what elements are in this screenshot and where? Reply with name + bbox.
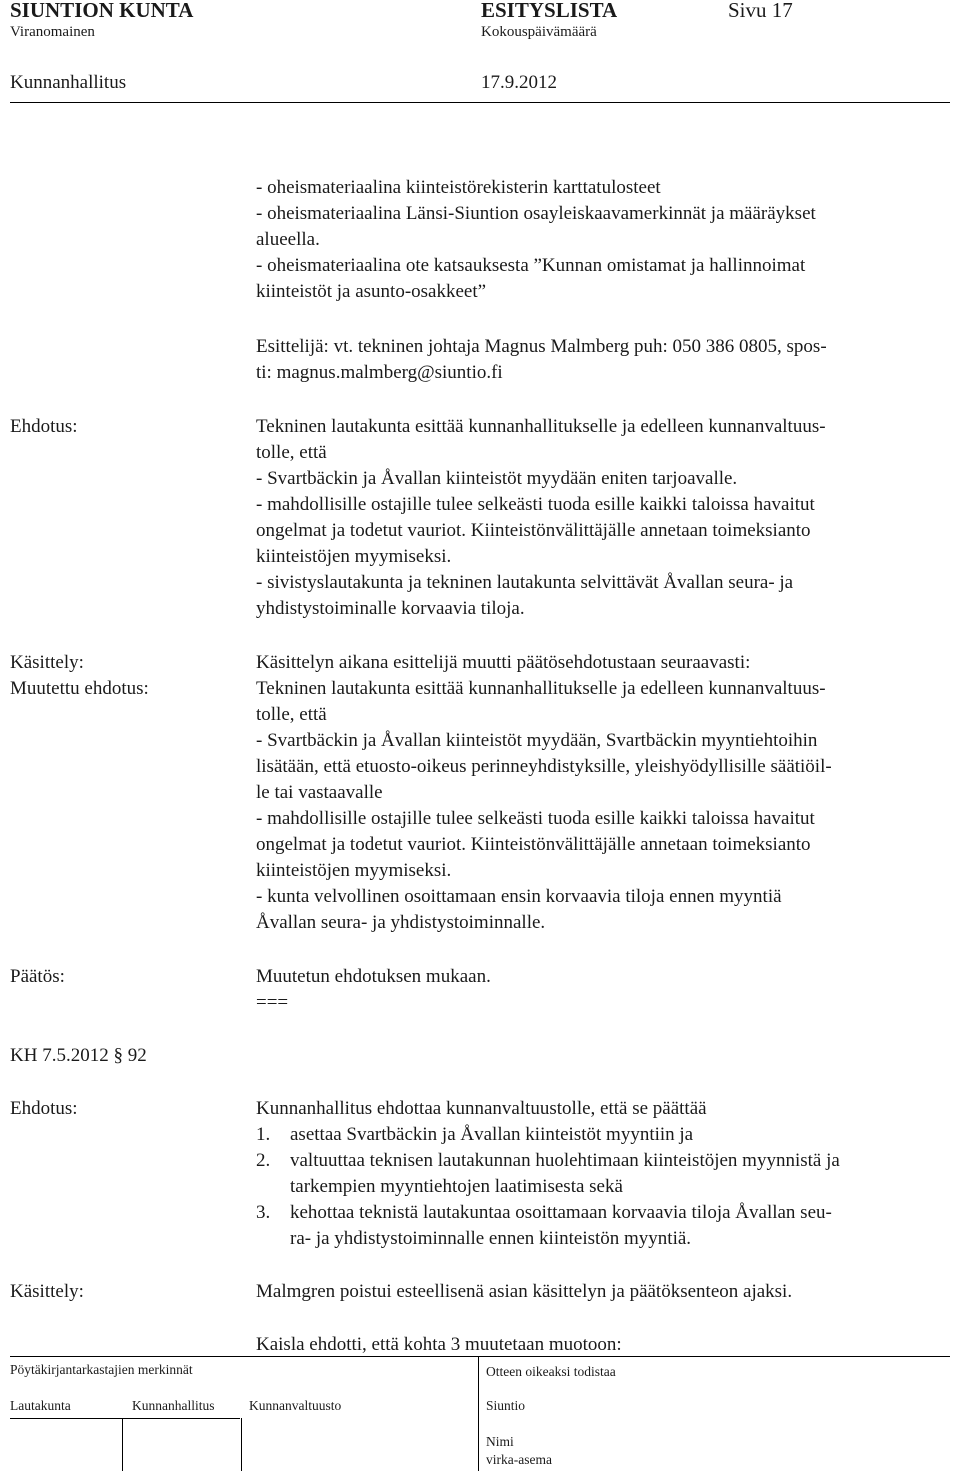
meeting-date: 17.9.2012	[481, 72, 557, 93]
kaisla-proposal-text: Kaisla ehdotti, että kohta 3 muutetaan muotoon:	[256, 1334, 622, 1355]
footer-divider	[241, 1418, 242, 1471]
list-item	[256, 1174, 707, 1200]
list-item	[256, 1200, 832, 1226]
footer-divider	[478, 1356, 479, 1471]
decision-separator: ===	[256, 992, 289, 1013]
kh-reference: KH 7.5.2012 § 92	[10, 1045, 147, 1066]
footer-top-line	[10, 1356, 950, 1357]
authority-name: Kunnanhallitus	[10, 72, 127, 93]
list-text: asettaa Svartbäckin ja Åvallan kiinteistöt myyntiin ja	[290, 1124, 694, 1145]
date-label: Kokouspäivämäärä	[481, 24, 597, 40]
handling-line: Åvallan seura- ja yhdistystoiminnalle.	[256, 912, 546, 933]
handling-line: ongelmat ja todetut vauriot. Kiinteistönvälittäjälle annetaan toimeksianto	[256, 834, 811, 855]
intro-list	[256, 175, 816, 305]
presenter-line: ti: magnus.malmberg@siuntio.fi	[256, 362, 503, 383]
list-item	[256, 1226, 707, 1252]
list-number: 2.	[256, 1150, 271, 1171]
intro-line: - oheismateriaalina Länsi-Siuntion osayleiskaavamerkinnät ja määräykset	[256, 203, 816, 224]
footer-certified-label: Otteen oikeaksi todistaa	[486, 1364, 616, 1379]
intro-line: kiinteistöt ja asunto-osakkeet”	[256, 281, 487, 302]
handling-line: kiinteistöjen myymiseksi.	[256, 860, 452, 881]
list-number: 1.	[256, 1124, 271, 1145]
header-divider	[10, 102, 950, 103]
list-text: kehottaa teknistä lautakuntaa osoittamaan korvaavia tiloja Åvallan seu-	[290, 1202, 832, 1223]
proposal-line: kiinteistöjen myymiseksi.	[256, 546, 452, 567]
kh-handling-label: Käsittely:	[10, 1281, 84, 1302]
handling-line: - kunta velvollinen osoittamaan ensin korvaavia tiloja ennen myyntiä	[256, 886, 782, 907]
page-number: Sivu 17	[728, 0, 793, 22]
footer-kunnanvaltuusto: Kunnanvaltuusto	[249, 1398, 342, 1413]
presenter-info	[256, 334, 827, 386]
list-text: ra- ja yhdistystoiminnalle ennen kiinteistön myyntiä.	[290, 1228, 692, 1249]
handling-label: Käsittely:	[10, 652, 84, 673]
list-item	[256, 1148, 840, 1174]
handling-line: Käsittelyn aikana esittelijä muutti päätösehdotustaan seuraavasti:	[256, 652, 751, 673]
modified-proposal-label: Muutettu ehdotus:	[10, 678, 149, 699]
handling-line: tolle, että	[256, 704, 327, 725]
list-number: 3.	[256, 1202, 271, 1223]
intro-line: alueella.	[256, 229, 320, 250]
handling-line: - Svartbäckin ja Åvallan kiinteistöt myydään, Svartbäckin myyntiehtoihin	[256, 730, 818, 751]
kh-intro: Kunnanhallitus ehdottaa kunnanvaltuustolle, että se päättää	[256, 1098, 707, 1119]
proposal-line: Tekninen lautakunta esittää kunnanhallitukselle ja edelleen kunnanvaltuus-	[256, 416, 826, 437]
footer-position: virka-asema	[486, 1452, 552, 1467]
proposal-line: - sivistyslautakunta ja tekninen lautakunta selvittävät Åvallan seura- ja	[256, 572, 794, 593]
footer-name: Nimi	[486, 1434, 514, 1449]
proposal-line: - mahdollisille ostajille tulee selkeästi tuoda esille kaikki taloissa havaitut	[256, 494, 815, 515]
proposal-line: - Svartbäckin ja Åvallan kiinteistöt myydään eniten tarjoavalle.	[256, 468, 738, 489]
handling-line: - mahdollisille ostajille tulee selkeästi tuoda esille kaikki taloissa havaitut	[256, 808, 815, 829]
proposal-line: ongelmat ja todetut vauriot. Kiinteistönvälittäjälle annetaan toimeksianto	[256, 520, 811, 541]
proposal-line: yhdistystoiminalle korvaavia tiloja.	[256, 598, 525, 619]
footer-checkers-label: Pöytäkirjantarkastajien merkinnät	[10, 1362, 193, 1377]
decision-text	[256, 964, 491, 1016]
proposal-label: Ehdotus:	[10, 416, 78, 437]
proposal-text	[256, 414, 826, 622]
kh-proposal	[256, 1096, 840, 1252]
footer-divider	[122, 1418, 123, 1471]
list-text: valtuuttaa teknisen lautakunnan huolehtimaan kiinteistöjen myynnistä ja	[290, 1150, 840, 1171]
handling-line: le tai vastaavalle	[256, 782, 383, 803]
handling-line: Tekninen lautakunta esittää kunnanhallitukselle ja edelleen kunnanvaltuus-	[256, 678, 826, 699]
footer-kunnanhallitus: Kunnanhallitus	[132, 1398, 215, 1413]
authority-label: Viranomainen	[10, 24, 95, 40]
footer-siuntio: Siuntio	[486, 1398, 526, 1413]
handling-line: lisätään, että etuosto-oikeus perinneyhdistyksille, yleishyödyllisille säätiöil-	[256, 756, 832, 777]
intro-line: - oheismateriaalina kiinteistörekisterin karttatulosteet	[256, 177, 661, 198]
list-item	[256, 1122, 707, 1148]
footer-lautakunta: Lautakunta	[10, 1398, 71, 1413]
proposal-line: tolle, että	[256, 442, 327, 463]
presenter-line: Esittelijä: vt. tekninen johtaja Magnus Malmberg puh: 050 386 0805, spos-	[256, 336, 827, 357]
kh-proposal-label: Ehdotus:	[10, 1098, 78, 1119]
kh-handling-text: Malmgren poistui esteellisenä asian käsittelyn ja päätöksenteon ajaksi.	[256, 1281, 793, 1302]
intro-line: - oheismateriaalina ote katsauksesta ”Kunnan omistamat ja hallinnoimat	[256, 255, 806, 276]
decision-line: Muutetun ehdotuksen mukaan.	[256, 966, 491, 987]
org-name: SIUNTION KUNTA	[10, 0, 194, 22]
footer-row-line	[10, 1418, 240, 1419]
list-text: tarkempien myyntiehtojen laatimisesta sekä	[290, 1176, 623, 1197]
doc-type: ESITYSLISTA	[481, 0, 618, 22]
decision-label: Päätös:	[10, 966, 65, 987]
handling-text	[256, 650, 832, 936]
